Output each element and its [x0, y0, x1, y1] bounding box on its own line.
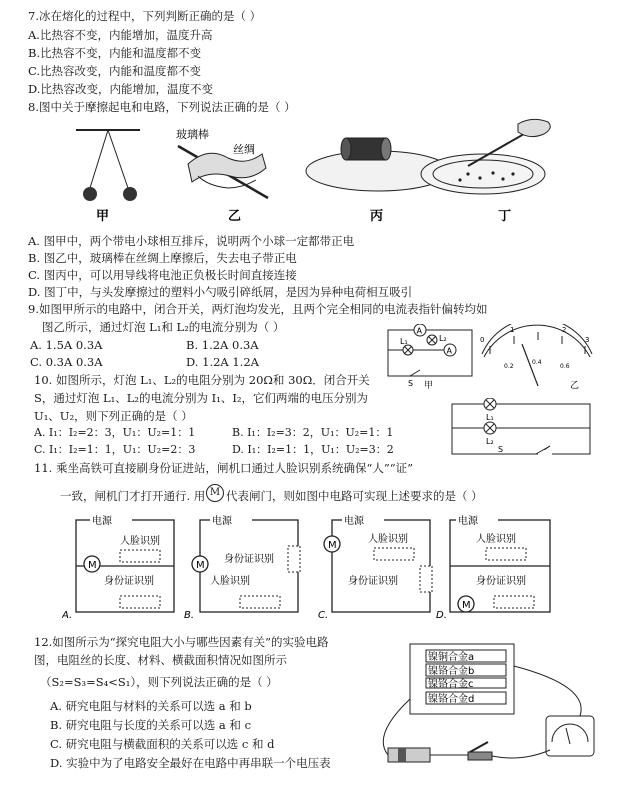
q11-stem-line2b: 代表闸门，则如图中电路可实现上述要求的是（ ）: [226, 489, 483, 503]
dial-scale-0: 0: [480, 336, 485, 344]
q10-option-d: D. I₁：I₂=1：1，U₁：U₂=3：2: [232, 443, 394, 456]
q7-stem: 7.冰在熔化的过程中，下列判断正确的是（ ）: [28, 9, 262, 23]
q11-a-motor: M: [88, 560, 97, 571]
q11-c-motor: M: [328, 540, 337, 551]
q11-a-face: 人脸识别: [120, 536, 160, 547]
dial-scale-04: 0.4: [532, 359, 542, 366]
q9-lamp-l2-label: L₂: [439, 334, 447, 343]
q7-option-b: B.比热容不变，内能和温度都不变: [28, 46, 202, 60]
figure-jia-pendulum: [76, 130, 140, 201]
q10-option-b: B. I₁：I₂=3：2，U₁：U₂=1：1: [232, 426, 394, 439]
q11-a-power: 电源: [92, 516, 112, 527]
label-bing: 丙: [370, 209, 384, 224]
q9-option-b: B. 1.2A 0.3A: [186, 338, 259, 352]
q11-d-letter: D.: [436, 610, 447, 620]
q12-option-b: B. 研究电阻与长度的关系可以选 a 和 c: [50, 718, 252, 732]
figure-ding-spoon: [421, 119, 550, 194]
q10-stem-line2: S，通过灯泡 L₁、L₂的电流分别为 I₁、I₂，它们两端的电压分别为: [34, 391, 368, 405]
q11-c-face: 人脸识别: [368, 534, 408, 545]
q8-option-d: D. 图丁中，与头发摩擦过的塑料小勺吸引碎纸屑，是因为异种电荷相互吸引: [28, 285, 413, 299]
q7-option-d: D.比热容改变，内能增加，温度不变: [28, 82, 213, 96]
q11-stem-line2a: 一致，闸机门才打开通行. 用: [60, 489, 206, 503]
dial-scale-2: 2: [562, 326, 567, 334]
q11-b-face: 人脸识别: [210, 576, 250, 587]
label-silk: 丝绸: [233, 143, 255, 156]
q9-lamp-l1-label: L₁: [400, 337, 408, 346]
q9-stem-line2: 图乙所示，通过灯泡 L₁和 L₂的电流分别为（ ）: [42, 320, 285, 334]
q7-option-a: A.比热容不变，内能增加，温度升高: [28, 28, 213, 42]
q7-option-c: C.比热容改变，内能和温度都不变: [28, 64, 202, 78]
q8-stem: 8.图中关于摩擦起电和电路，下列说法正确的是（ ）: [28, 100, 296, 114]
label-glass-rod: 玻璃棒: [176, 128, 209, 141]
q12-apparatus: [370, 640, 606, 790]
q10-stem-line1: 10. 如图所示，灯泡 L₁、L₂的电阻分别为 20Ω和 30Ω．闭合开关: [34, 373, 370, 387]
wire-a: 镍铜合金a: [428, 652, 475, 663]
q12-option-c: C. 研究电阻与横截面积的关系可以选 c 和 d: [50, 737, 275, 751]
q11-circuit-a: [62, 510, 180, 620]
q9-option-d: D. 1.2A 1.2A: [186, 355, 259, 369]
q10-option-c: C. I₁：I₂=1：1，U₁：U₂=2：3: [34, 443, 196, 456]
q11-d-id: 身份证识别: [476, 576, 526, 587]
switch-device: [468, 742, 492, 760]
dial-scale-06: 0.6: [560, 363, 570, 370]
wire-d: 镍铬合金d: [428, 694, 475, 705]
q10-option-a: A. I₁：I₂=2：3，U₁：U₂=1：1: [34, 426, 196, 439]
q12-stem-line2: 图，电阻丝的长度、材料、横截面积情况如图所示: [34, 653, 287, 667]
q9-ammeter-dial: [482, 324, 592, 386]
q8-option-c: C. 图丙中，可以用导线将电池正负极长时间直接连接: [28, 268, 297, 282]
q9-figures: [380, 324, 602, 392]
q12-stem-line3: （S₂=S₃=S₄<S₁），则下列说法正确的是（ ）: [40, 675, 278, 689]
ammeter-2: A: [446, 346, 452, 356]
label-jia: 甲: [96, 209, 110, 224]
q12-option-d: D. 实验中为了电路安全最好在电路中再串联一个电压表: [50, 756, 331, 770]
q9-label-yi: 乙: [570, 381, 580, 391]
label-ding: 丁: [498, 209, 512, 224]
q8-option-b: B. 图乙中，玻璃棒在丝绸上摩擦后，失去电子带正电: [28, 251, 297, 265]
q11-a-letter: A.: [62, 610, 73, 620]
q11-stem-line1: 11. 乘坐高铁可直接刷身份证进站，闸机口通过人脸识别系统确保“人”“证”: [34, 461, 413, 475]
battery-device: [388, 748, 430, 762]
wire-b: 镍铬合金b: [428, 666, 475, 677]
q9-option-c: C. 0.3A 0.3A: [30, 355, 103, 369]
q9-stem-line1: 9.如图甲所示的电路中，闭合开关，两灯泡均发光，且两个完全相同的电流表指针偏转均如: [28, 302, 488, 316]
q12-option-a: A. 研究电阻与材料的关系可以选 a 和 b: [50, 699, 252, 713]
q11-b-motor: M: [196, 560, 205, 571]
q11-circuit-b: [180, 510, 310, 620]
q11-d-motor: M: [462, 600, 471, 611]
q11-d-power: 电源: [458, 516, 478, 527]
q10-lamp-l2-label: L₂: [486, 437, 494, 446]
q11-c-power: 电源: [344, 516, 364, 527]
q12-stem-line1: 12.如图所示为“探究电阻大小与哪些因素有关”的实验电路: [34, 635, 329, 649]
q10-switch-label: S: [498, 445, 504, 454]
q11-b-id: 身份证识别: [224, 554, 274, 565]
q11-b-power: 电源: [212, 516, 232, 527]
ammeter-device: [546, 716, 594, 756]
q8-figures: [28, 116, 588, 228]
wire-c: 镍铬合金c: [428, 679, 474, 690]
q11-circuit-d: [436, 510, 562, 620]
q10-circuit: [446, 398, 596, 460]
ammeter-1: A: [416, 326, 422, 336]
label-yi: 乙: [228, 209, 242, 224]
q11-c-id: 身份证识别: [348, 576, 398, 587]
q11-d-face: 人脸识别: [476, 534, 516, 545]
q11-a-id: 身份证识别: [104, 576, 154, 587]
q9-option-a: A. 1.5A 0.3A: [30, 338, 103, 352]
q9-switch-label: S: [408, 379, 414, 388]
q10-stem-line3: U₁、U₂，则下列正确的是（ ）: [34, 409, 193, 423]
dial-scale-02: 0.2: [504, 363, 514, 370]
q11-b-letter: B.: [184, 610, 195, 620]
q11-circuit-c: [318, 510, 436, 620]
motor-symbol-inline: M: [206, 484, 224, 502]
q9-label-jia: 甲: [424, 381, 434, 391]
q11-c-letter: C.: [318, 610, 329, 620]
q10-lamp-l1-label: L₁: [486, 413, 494, 422]
dial-scale-1: 1: [510, 326, 515, 334]
q8-option-a: A. 图甲中，两个带电小球相互排斥，说明两个小球一定都带正电: [28, 234, 355, 248]
dial-scale-3: 3: [585, 336, 590, 344]
